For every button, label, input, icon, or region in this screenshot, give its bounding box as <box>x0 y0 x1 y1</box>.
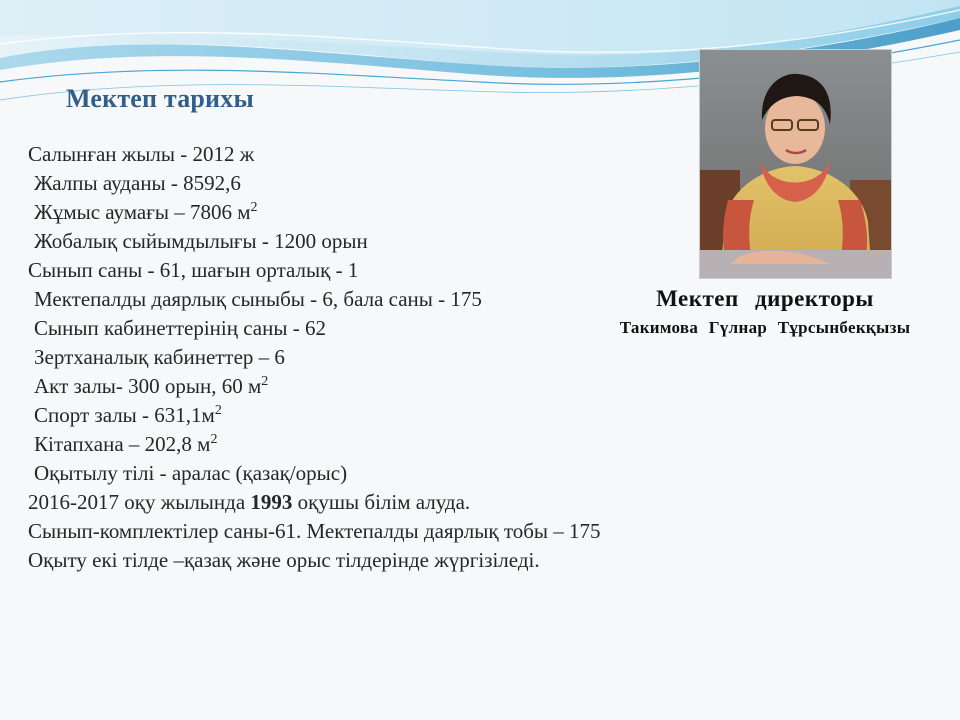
fact-students-count: 1993 <box>250 490 293 514</box>
fact-labs: Зертханалық кабинеттер – 6 <box>34 345 285 369</box>
fact-students-outro: оқушы білім алуда. <box>292 490 471 514</box>
director-heading: Мектеп директоры <box>656 286 874 311</box>
director-name: Такимова Гүлнар Тұрсынбекқызы <box>619 318 911 337</box>
fact-library-text: Кітапхана – 202,8 м <box>34 432 211 456</box>
fact-language: Оқытылу тілі - аралас (қазақ/орыс) <box>34 461 348 485</box>
school-facts <box>28 140 628 575</box>
square-unit-superscript: 2 <box>214 403 222 418</box>
director-portrait-image <box>700 50 891 278</box>
page-title: Мектеп тарихы <box>66 84 254 113</box>
fact-library <box>28 430 628 459</box>
fact-founded: Салынған жылы - 2012 ж <box>28 142 255 166</box>
fact-assembly-hall <box>28 372 628 401</box>
fact-summary: Сынып-комплектілер саны-61. Мектепалды даярлық тобы – 175 Оқыту екі тілде –қазақ және орыс тілдерінде жүргізіледі. <box>28 519 601 572</box>
fact-sports-hall <box>28 401 628 430</box>
fact-classes: Сынып саны - 61, шағын орталық - 1 <box>28 258 359 282</box>
fact-preschool: Мектепалды даярлық сыныбы - 6, бала саны - 175 <box>34 287 482 311</box>
fact-work-area-text: Жұмыс аумағы – 7806 м <box>34 200 251 224</box>
director-photo <box>699 49 892 279</box>
fact-assembly-hall-text: Акт залы- 300 орын, 60 м <box>34 374 262 398</box>
square-unit-superscript: 2 <box>261 374 269 389</box>
fact-work-area <box>28 198 628 227</box>
fact-cabinets: Сынып кабинеттерінің саны - 62 <box>34 316 326 340</box>
fact-students-intro: 2016-2017 оқу жылында <box>28 490 251 514</box>
square-unit-superscript: 2 <box>250 200 258 215</box>
square-unit-superscript: 2 <box>210 432 218 447</box>
fact-capacity: Жобалық сыйымдылығы - 1200 орын <box>34 229 368 253</box>
fact-students <box>28 488 628 517</box>
fact-total-area: Жалпы ауданы - 8592,6 <box>34 171 241 195</box>
fact-sports-hall-text: Спорт залы - 631,1м <box>34 403 215 427</box>
